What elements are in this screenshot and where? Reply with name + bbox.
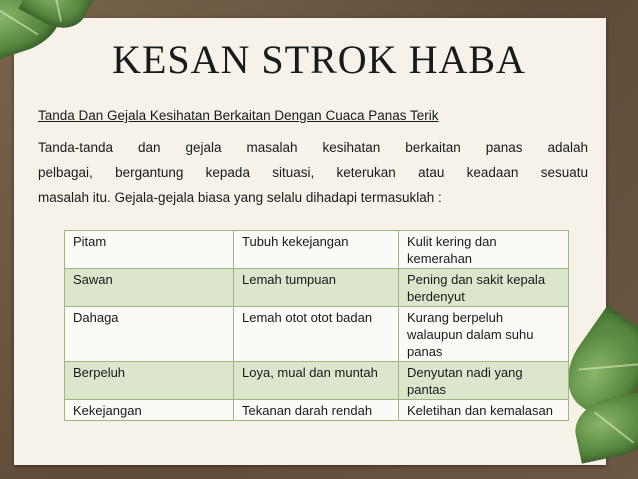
- table-cell: Lemah otot otot badan: [234, 307, 399, 362]
- table-cell: Kulit kering dan kemerahan: [399, 231, 569, 269]
- table-cell: Tubuh kekejangan: [234, 231, 399, 269]
- table-cell: Berpeluh: [65, 362, 234, 400]
- table-cell: Lemah tumpuan: [234, 269, 399, 307]
- table-cell: Dahaga: [65, 307, 234, 362]
- paragraph-line: Tanda-tanda dan gejala masalah kesihatan berkaitan panas adalah: [38, 140, 588, 155]
- paragraph-line: pelbagai, bergantung kepada situasi, keterukan atau keadaan sesuatu: [38, 165, 588, 180]
- table-row: [65, 362, 569, 400]
- table-cell: Loya, mual dan muntah: [234, 362, 399, 400]
- table-row: [65, 307, 569, 362]
- intro-paragraph: [38, 135, 588, 210]
- slide-title: KESAN STROK HABA: [112, 37, 526, 82]
- slide-subtitle: Tanda Dan Gejala Kesihatan Berkaitan Dengan Cuaca Panas Terik: [38, 108, 439, 123]
- paragraph-line: masalah itu. Gejala-gejala biasa yang selalu dihadapi termasuklah :: [38, 190, 442, 205]
- table-cell: Pitam: [65, 231, 234, 269]
- table-cell: Kurang berpeluh walaupun dalam suhu panas: [399, 307, 569, 362]
- table-cell: Sawan: [65, 269, 234, 307]
- table-cell: Tekanan darah rendah: [234, 400, 399, 421]
- table-cell: Keletihan dan kemalasan: [399, 400, 569, 421]
- table-cell: Kekejangan: [65, 400, 234, 421]
- table-cell: Denyutan nadi yang pantas: [399, 362, 569, 400]
- table-row: [65, 400, 569, 421]
- table-row: [65, 269, 569, 307]
- symptoms-table: [64, 230, 569, 421]
- table-row: [65, 231, 569, 269]
- table-cell: Pening dan sakit kepala berdenyut: [399, 269, 569, 307]
